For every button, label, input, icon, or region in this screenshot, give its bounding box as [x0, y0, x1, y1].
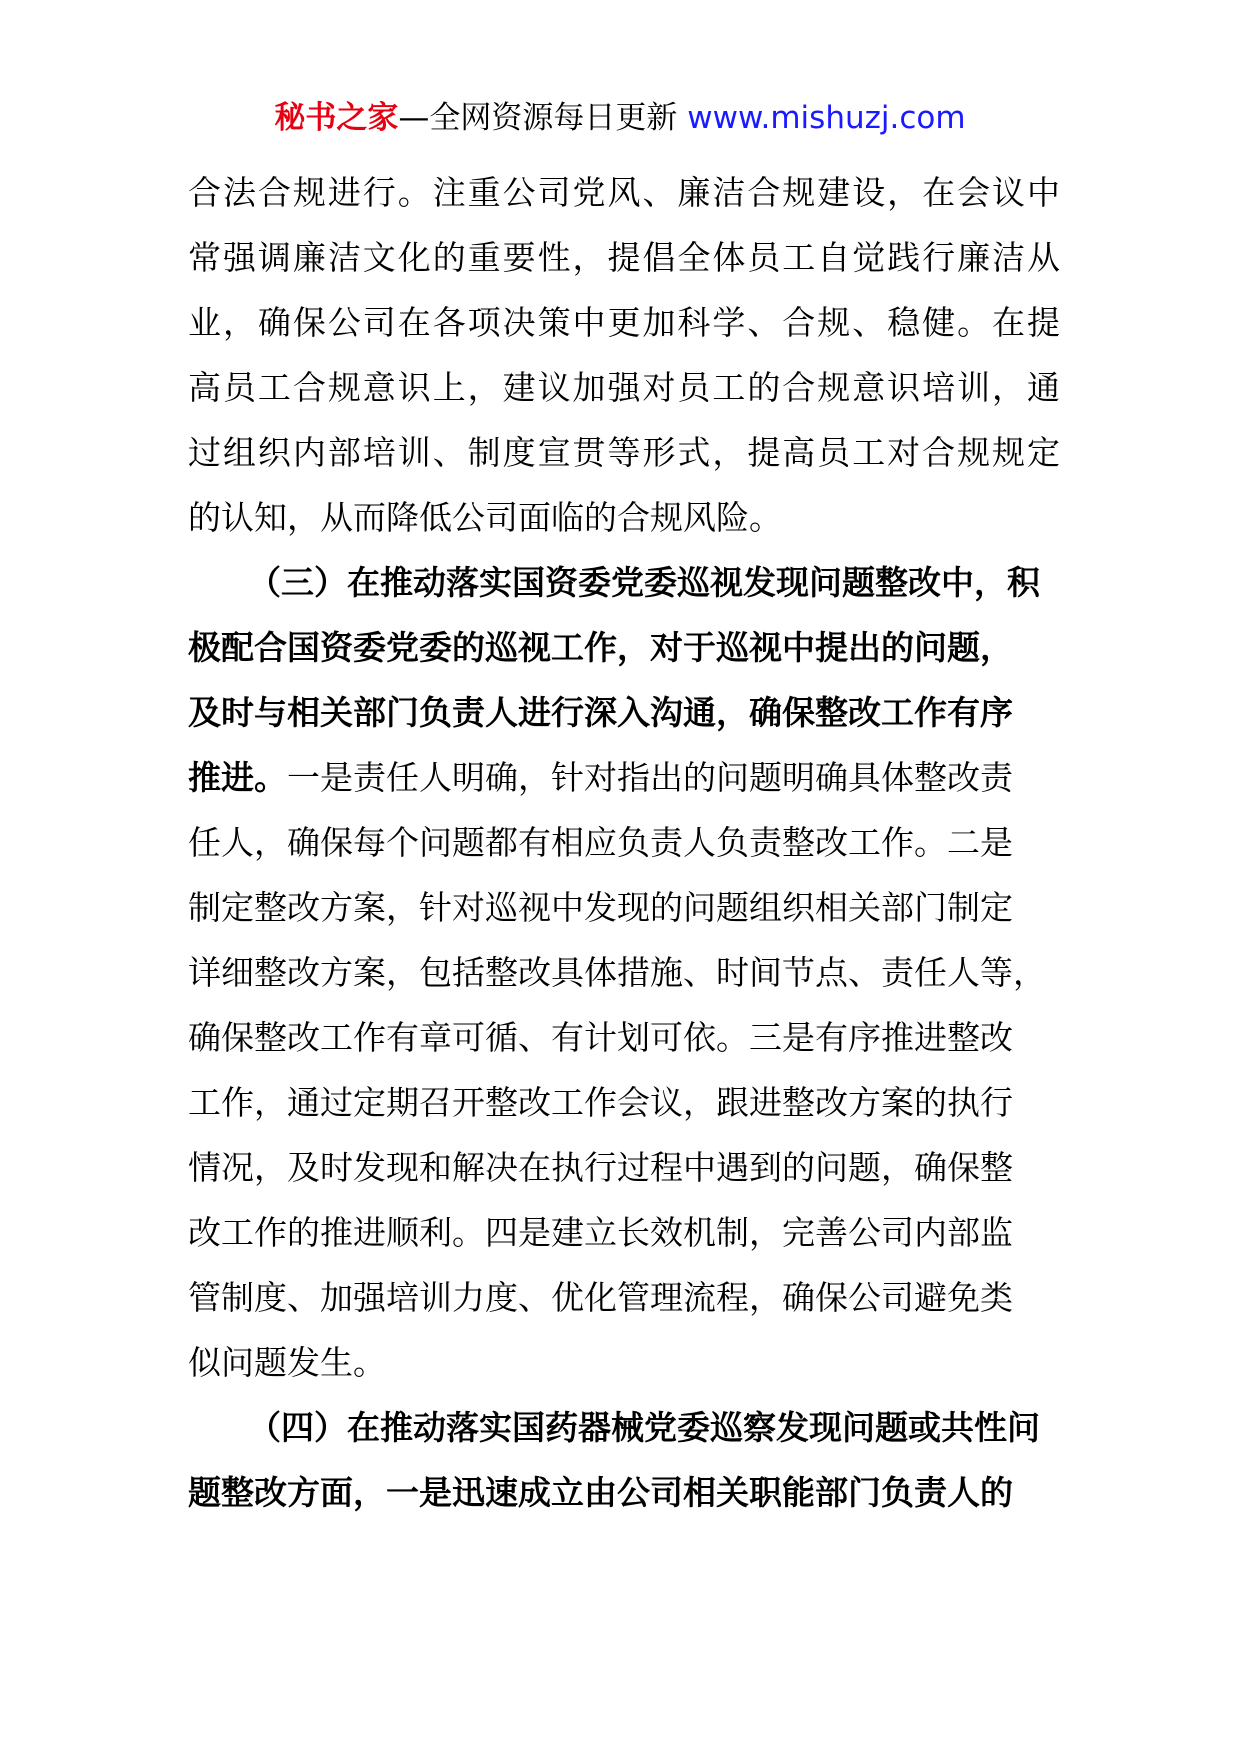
paragraph-line	[188, 225, 1060, 290]
section-heading-line	[188, 1395, 1060, 1460]
line-text: 合法合规进行。注重公司党风、廉洁合规建设，在会议中	[188, 173, 1060, 212]
line-text: 一是责任人明确，针对指出的问题明确具体整改责	[287, 758, 1013, 797]
document-body	[188, 160, 1060, 1525]
line-text: 的认知，从而降低公司面临的合规风险。	[188, 498, 782, 537]
paragraph-line	[188, 420, 1060, 485]
paragraph-line	[188, 290, 1060, 355]
section-heading-line	[188, 615, 1060, 680]
paragraph-line	[188, 1330, 1060, 1395]
paragraph-line	[188, 745, 1060, 810]
header-tagline: —全网资源每日更新	[398, 100, 688, 136]
brand-name: 秘书之家	[274, 100, 399, 136]
line-text: 高员工合规意识上，建议加强对员工的合规意识培训，通	[188, 368, 1060, 407]
line-text: 情况，及时发现和解决在执行过程中遇到的问题，确保整	[188, 1148, 1013, 1187]
line-text: 似问题发生。	[188, 1343, 386, 1382]
line-text: 任人，确保每个问题都有相应负责人负责整改工作。二是	[188, 823, 1013, 862]
paragraph-line	[188, 810, 1060, 875]
section-heading-line	[188, 550, 1060, 615]
paragraph-line	[188, 875, 1060, 940]
line-text: 制定整改方案，针对巡视中发现的问题组织相关部门制定	[188, 888, 1013, 927]
heading-text: 及时与相关部门负责人进行深入沟通，确保整改工作有序	[188, 693, 1013, 732]
heading-text: （三）在推动落实国资委党委巡视发现问题整改中，积	[248, 563, 1040, 602]
paragraph-line	[188, 1005, 1060, 1070]
line-text: 改工作的推进顺利。四是建立长效机制，完善公司内部监	[188, 1213, 1013, 1252]
site-header	[0, 98, 1240, 138]
heading-text: 推进。	[188, 758, 287, 797]
paragraph-line	[188, 1070, 1060, 1135]
line-text: 管制度、加强培训力度、优化管理流程，确保公司避免类	[188, 1278, 1013, 1317]
site-url-link[interactable]: www.mishuzj.com	[687, 100, 966, 136]
paragraph-line	[188, 1200, 1060, 1265]
heading-text: 极配合国资委党委的巡视工作，对于巡视中提出的问题，	[188, 628, 1013, 667]
heading-text: （四）在推动落实国药器械党委巡察发现问题或共性问	[248, 1408, 1040, 1447]
paragraph-line	[188, 940, 1060, 1005]
paragraph-line	[188, 160, 1060, 225]
line-text: 过组织内部培训、制度宣贯等形式，提高员工对合规规定	[188, 433, 1060, 472]
line-text: 常强调廉洁文化的重要性，提倡全体员工自觉践行廉洁从	[188, 238, 1060, 277]
heading-text: 题整改方面，一是迅速成立由公司相关职能部门负责人的	[188, 1473, 1013, 1512]
section-heading-line	[188, 1460, 1060, 1525]
line-text: 业，确保公司在各项决策中更加科学、合规、稳健。在提	[188, 303, 1060, 342]
line-text: 详细整改方案，包括整改具体措施、时间节点、责任人等，	[188, 953, 1046, 992]
paragraph-line	[188, 355, 1060, 420]
section-heading-line	[188, 680, 1060, 745]
paragraph-line	[188, 485, 1060, 550]
paragraph-line	[188, 1265, 1060, 1330]
line-text: 确保整改工作有章可循、有计划可依。三是有序推进整改	[188, 1018, 1013, 1057]
line-text: 工作，通过定期召开整改工作会议，跟进整改方案的执行	[188, 1083, 1013, 1122]
paragraph-line	[188, 1135, 1060, 1200]
